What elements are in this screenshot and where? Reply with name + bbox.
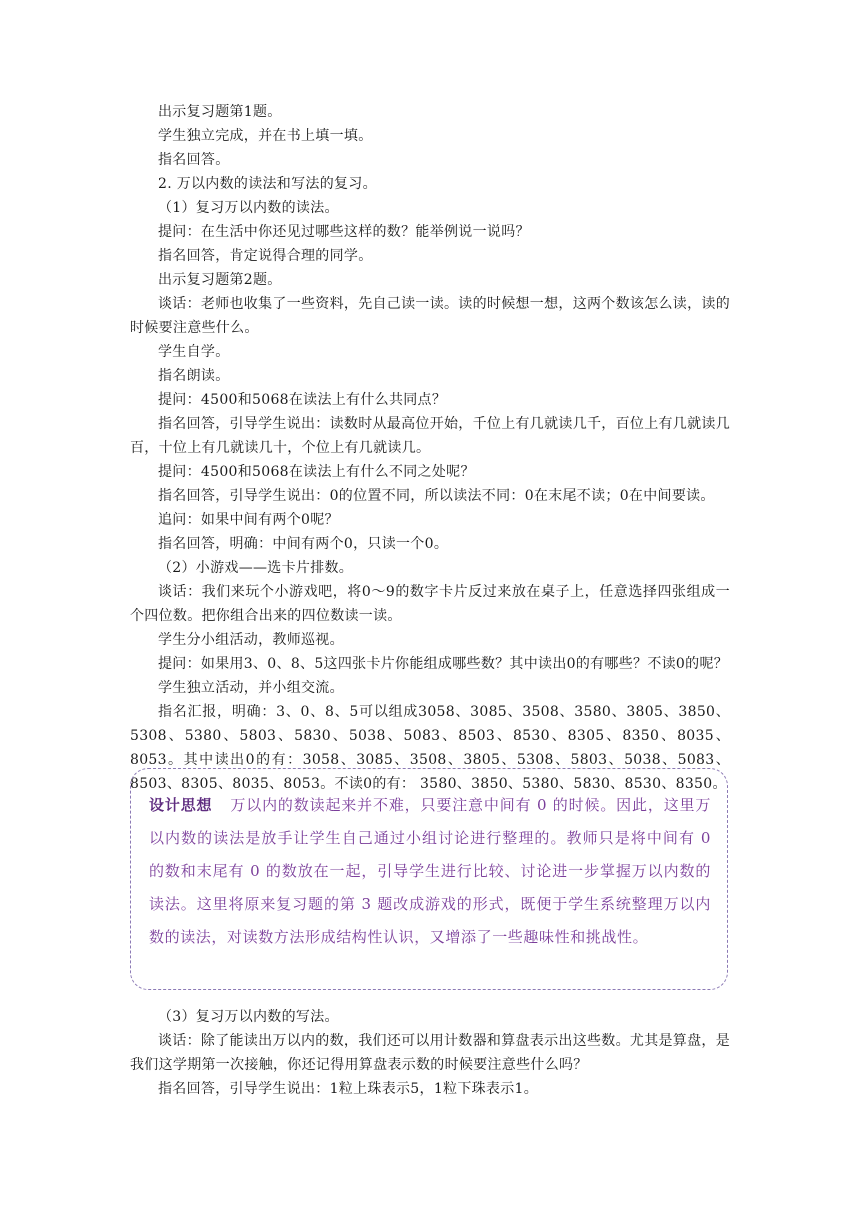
- paragraph: 指名朗读。: [158, 368, 230, 384]
- paragraph: 出示复习题第2题。: [158, 272, 282, 288]
- paragraph: 学生独立完成，并在书上填一填。: [158, 128, 373, 144]
- paragraph: 提问：4500和5068在读法上有什么不同之处呢？: [158, 464, 475, 480]
- design-idea-box: [130, 768, 728, 990]
- paragraph: 指名回答。: [158, 152, 230, 168]
- paragraph: 谈话：我们来玩个小游戏吧，将0～9的数字卡片反过来放在桌子上，任意选择四张组成一个四位数。把你组合出来的四位数读一读。: [130, 584, 730, 624]
- paragraph: 指名回答，引导学生说出：1粒上珠表示5，1粒下珠表示1。: [158, 1081, 539, 1097]
- lesson-text-top: [130, 100, 730, 796]
- paragraph: 学生独立活动，并小组交流。: [158, 680, 344, 696]
- paragraph: 学生自学。: [158, 344, 230, 360]
- paragraph: 指名回答，肯定说得合理的同学。: [158, 248, 373, 264]
- paragraph: 指名回答，明确：中间有两个0，只读一个0。: [158, 536, 449, 552]
- paragraph: 提问：在生活中你还见过哪些这样的数？能举例说一说吗？: [158, 224, 530, 240]
- design-idea-text: 万以内的数读起来并不难，只要注意中间有 0 的时候。因此，这里万以内数的读法是放手让学生自己通过小组讨论进行整理的。教师只是将中间有 0 的数和末尾有 0 的数放在一起，引导学生进行比较、讨论进一步掌握万以内数的读法。这里将原来复习题的第 3 题改成游戏的形式，既便于学生系统整理万以内数的读法，对读数方法形成结构性认识，又增添了一些趣味性和挑战性。: [149, 796, 711, 946]
- paragraph: 谈话：除了能读出万以内的数，我们还可以用计数器和算盘表示出这些数。尤其是算盘，是我们这学期第一次接触，你还记得用算盘表示数的时候要注意些什么吗？: [130, 1033, 730, 1073]
- paragraph: 指名汇报，明确：3、0、8、5可以组成3058、3085、3508、3580、3805、3850、5308、5380、5803、5830、5038、5083、8503、8530、8305、8350、8035、8053。其中读出0的有：3058、3085、3508、3805、5308、5803、5038、5083、8503、8305、8035、8053。不读0的有： 3580、3850、5380、5830、8530、8350。: [130, 704, 730, 792]
- paragraph: 追问：如果中间有两个0呢？: [158, 512, 339, 528]
- paragraph: 提问：4500和5068在读法上有什么共同点？: [158, 392, 447, 408]
- subsection-heading: （3）复习万以内数的写法。: [158, 1009, 339, 1025]
- paragraph: 出示复习题第1题。: [158, 104, 282, 120]
- paragraph: 指名回答，引导学生说出：0的位置不同，所以读法不同：0在末尾不读；0在中间要读。: [158, 488, 715, 504]
- paragraph: 指名回答，引导学生说出：读数时从最高位开始，千位上有几就读几千，百位上有几就读几百，十位上有几就读几十，个位上有几就读几。: [130, 416, 730, 456]
- lesson-text-bottom: [130, 1005, 730, 1101]
- paragraph: 提问：如果用3、0、8、5这四张卡片你能组成哪些数？其中读出0的有哪些？不读0的呢？: [158, 656, 729, 672]
- subsection-heading: （2）小游戏——选卡片排数。: [158, 560, 354, 576]
- subsection-heading: （1）复习万以内数的读法。: [158, 200, 339, 216]
- design-idea-text-block: [149, 789, 711, 954]
- design-idea-title: 设计思想: [149, 796, 213, 814]
- paragraph: 谈话：老师也收集了一些资料，先自己读一读。读的时候想一想，这两个数该怎么读，读的时候要注意些什么。: [130, 296, 730, 336]
- paragraph: 学生分小组活动，教师巡视。: [158, 632, 344, 648]
- section-heading: 2. 万以内数的读法和写法的复习。: [158, 176, 377, 192]
